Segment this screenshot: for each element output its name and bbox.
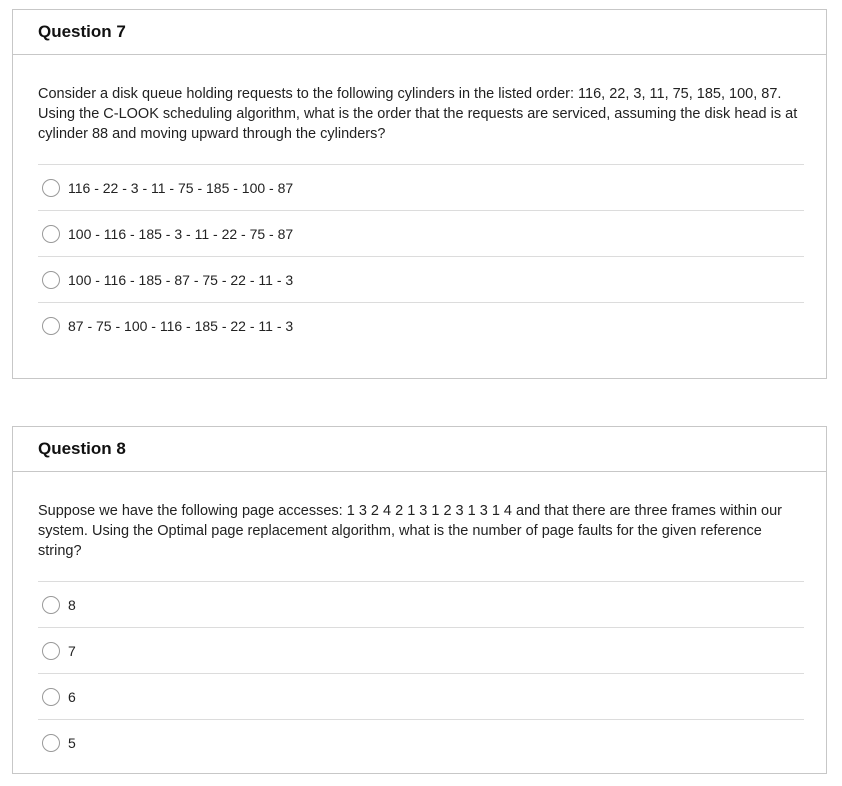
question-header (13, 10, 826, 55)
radio-button[interactable] (42, 642, 60, 660)
question-body (13, 55, 826, 348)
answer-option[interactable] (38, 581, 804, 627)
answer-option[interactable] (38, 302, 804, 348)
answer-label[interactable]: 100 - 116 - 185 - 87 - 75 - 22 - 11 - 3 (68, 271, 294, 288)
answer-list (38, 581, 804, 765)
question-text: Suppose we have the following page accesses: 1 3 2 4 2 1 3 1 2 3 1 3 1 4 and that there are three frames within our system. Using the Optimal page replacement algorithm, what is the number of page faults for the given reference string? (38, 503, 783, 559)
answer-label[interactable]: 7 (68, 642, 76, 659)
radio-button[interactable] (42, 596, 60, 614)
answer-label[interactable]: 6 (68, 688, 76, 705)
radio-button[interactable] (42, 225, 60, 243)
radio-button[interactable] (42, 688, 60, 706)
radio-button[interactable] (42, 734, 60, 752)
question-header (13, 427, 826, 472)
radio-button[interactable] (42, 179, 60, 197)
answer-option[interactable] (38, 210, 804, 256)
answer-label[interactable]: 116 - 22 - 3 - 11 - 75 - 185 - 100 - 87 (68, 179, 294, 196)
question-body (13, 472, 826, 765)
answer-label[interactable]: 5 (68, 734, 76, 751)
answer-label[interactable]: 8 (68, 596, 76, 613)
answer-option[interactable] (38, 627, 804, 673)
question-7-card (12, 9, 827, 379)
answer-option[interactable] (38, 256, 804, 302)
answer-option[interactable] (38, 164, 804, 210)
radio-button[interactable] (42, 317, 60, 335)
question-8-card (12, 426, 827, 774)
radio-button[interactable] (42, 271, 60, 289)
answer-option[interactable] (38, 673, 804, 719)
question-title: Question 7 (38, 22, 126, 41)
answer-label[interactable]: 100 - 116 - 185 - 3 - 11 - 22 - 75 - 87 (68, 225, 294, 242)
question-title: Question 8 (38, 439, 126, 458)
answer-list (38, 164, 804, 348)
question-text: Consider a disk queue holding requests to the following cylinders in the listed order: 116, 22, 3, 11, 75, 185, 100, 87. Using the C-LOOK scheduling algorithm, what is the order that the requests are serviced, assuming the disk head is at cylinder 88 and moving upward through the cylinders? (38, 86, 798, 142)
answer-option[interactable] (38, 719, 804, 765)
answer-label[interactable]: 87 - 75 - 100 - 116 - 185 - 22 - 11 - 3 (68, 317, 294, 334)
